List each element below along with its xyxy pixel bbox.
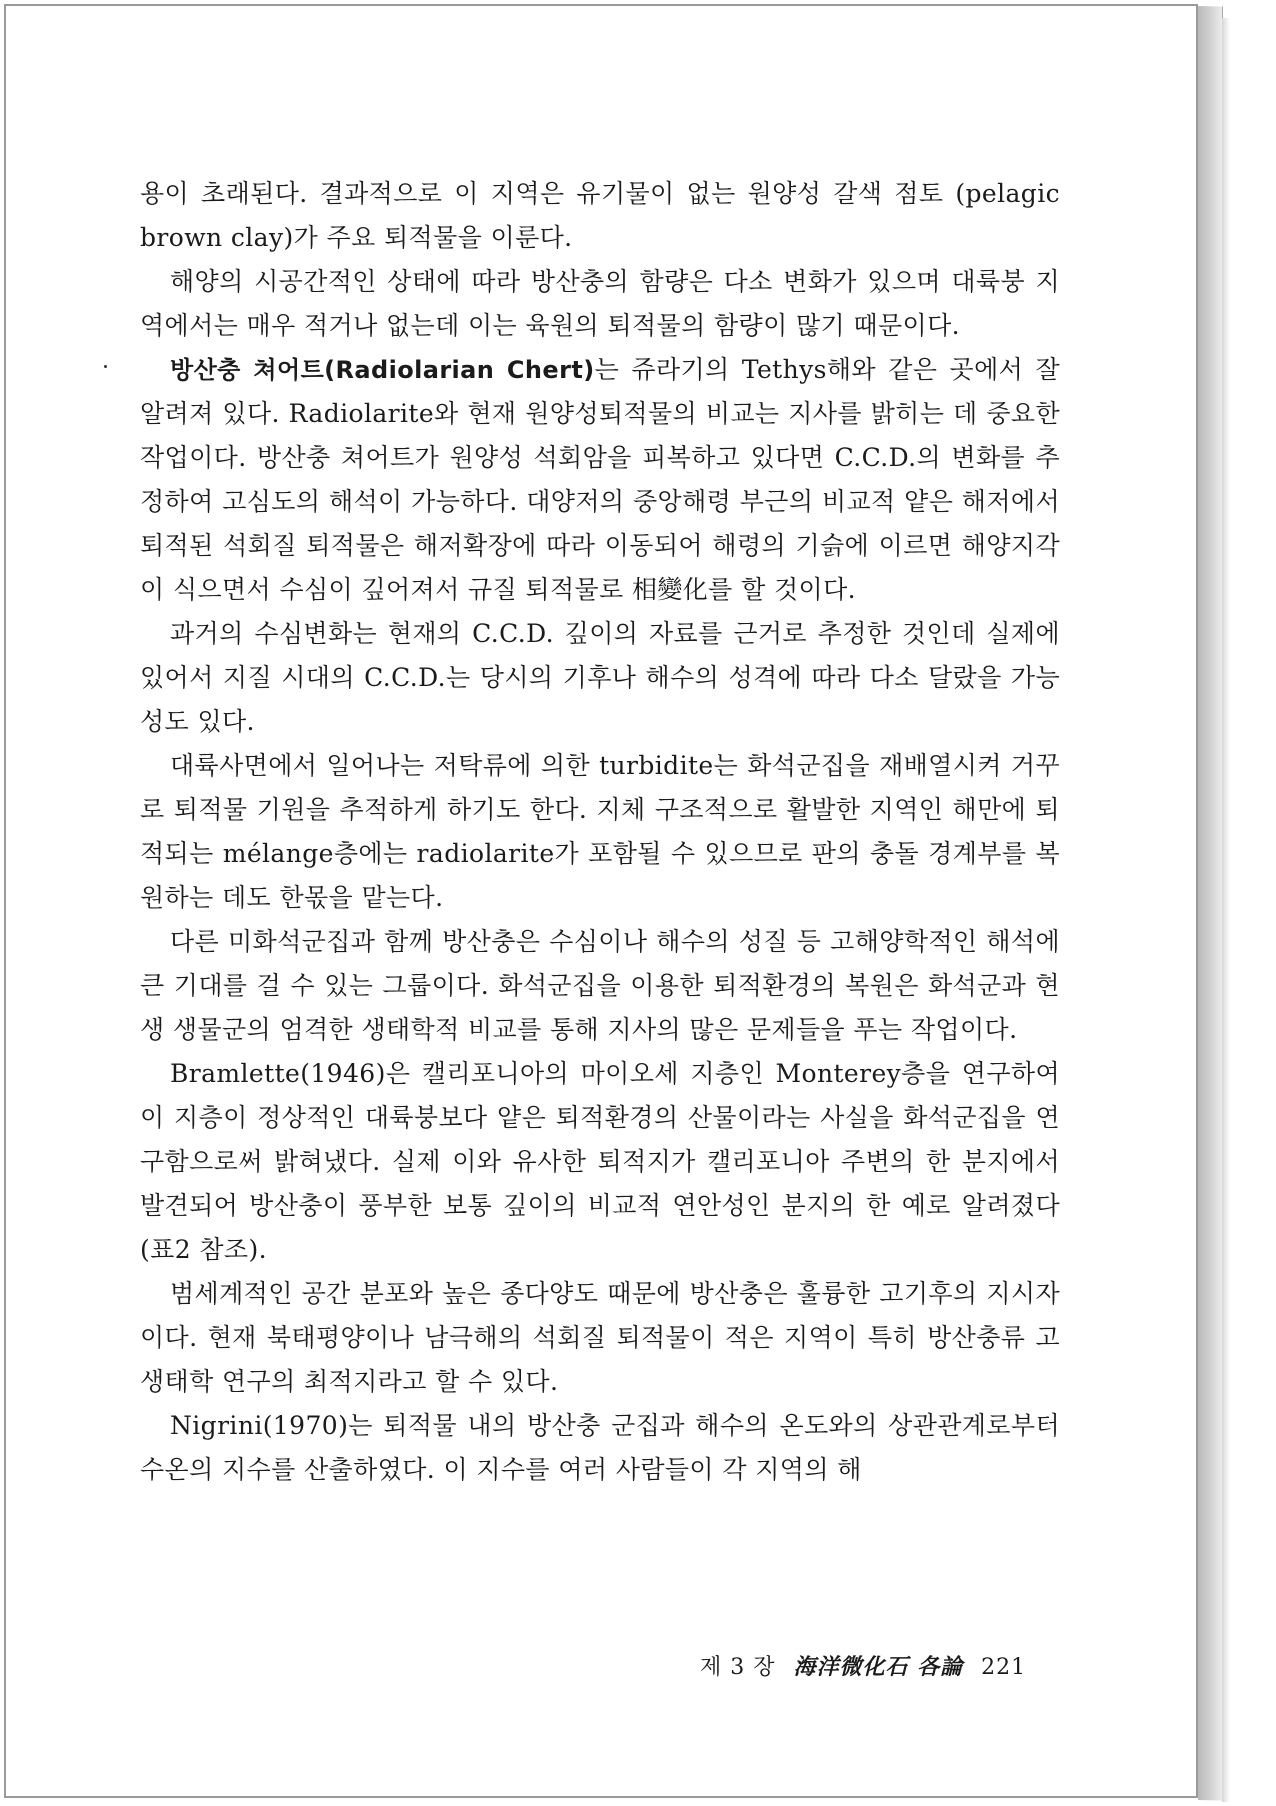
paragraph-9: [140, 1404, 1060, 1492]
page-footer: [700, 1650, 1060, 1681]
paragraph-1: [140, 172, 1060, 260]
page-stack-edge: [1198, 6, 1223, 1801]
paragraph-8: [140, 1272, 1060, 1404]
paragraph-text: 용이 초래된다. 결과적으로 이 지역은 유기물이 없는 원양성 갈색 점토 (pelagic brown clay)가 주요 퇴적물을 이룬다.: [140, 179, 1060, 252]
page-shadow: [1222, 18, 1230, 1802]
page-number: 221: [981, 1655, 1027, 1680]
bold-term: 방산충 쳐어트(Radiolarian Chert): [170, 356, 595, 384]
paragraph-3: [140, 348, 1060, 612]
paragraph-text: 다른 미화석군집과 함께 방산충은 수심이나 해수의 성질 등 고해양학적인 해석에 큰 기대를 걸 수 있는 그룹이다. 화석군집을 이용한 퇴적환경의 복원은 화석군과 현생 생물군의 엄격한 생태학적 비교를 통해 지사의 많은 문제들을 푸는 작업이다.: [140, 927, 1060, 1044]
body-text: [140, 172, 1060, 1492]
paragraph-text: Bramlette(1946)은 캘리포니아의 마이오세 지층인 Monterey층을 연구하여 이 지층이 정상적인 대륙붕보다 얕은 퇴적환경의 산물이라는 사실을 화석군집을 연구함으로써 밝혀냈다. 실제 이와 유사한 퇴적지가 캘리포니아 주변의 한 분지에서 발견되어 방산충이 풍부한 보통 깊이의 비교적 연안성인 분지의 한 예로 알려졌다(표2 참조).: [140, 1059, 1060, 1264]
paragraph-7: [140, 1052, 1060, 1272]
paragraph-text: 해양의 시공간적인 상태에 따라 방산충의 함량은 다소 변화가 있으며 대륙붕 지역에서는 매우 적거나 없는데 이는 육원의 퇴적물의 함량이 많기 때문이다.: [140, 267, 1060, 340]
paragraph-6: [140, 920, 1060, 1052]
paragraph-4: [140, 612, 1060, 744]
paragraph-5: [140, 744, 1060, 920]
paragraph-text: 범세계적인 공간 분포와 높은 종다양도 때문에 방산충은 훌륭한 고기후의 지시자이다. 현재 북태평양이나 남극해의 석회질 퇴적물이 적은 지역이 특히 방산충류 고생태학 연구의 최적지라고 할 수 있다.: [140, 1279, 1060, 1396]
margin-mark: [104, 365, 107, 368]
chapter-title: 海洋微化石 各論: [793, 1654, 964, 1680]
chapter-label: 제 3 장: [700, 1655, 776, 1680]
paragraph-text: 대륙사면에서 일어나는 저탁류에 의한 turbidite는 화석군집을 재배열시켜 거꾸로 퇴적물 기원을 추적하게 하기도 한다. 지체 구조적으로 활발한 지역인 해만에 퇴적되는 mélange층에는 radiolarite가 포함될 수 있으므로 판의 충돌 경계부를 복원하는 데도 한몫을 맡는다.: [140, 751, 1060, 912]
paragraph-text: 는 쥬라기의 Tethys해와 같은 곳에서 잘 알려져 있다. Radiolarite와 현재 원양성퇴적물의 비교는 지사를 밝히는 데 중요한 작업이다. 방산충 쳐어트가 원양성 석회암을 피복하고 있다면 C.C.D.의 변화를 추정하여 고심도의 해석이 가능하다. 대양저의 중앙해령 부근의 비교적 얕은 해저에서 퇴적된 석회질 퇴적물은 해저확장에 따라 이동되어 해령의 기슭에 이르면 해양지각이 식으면서 수심이 깊어져서 규질 퇴적물로 相變化를 할 것이다.: [140, 355, 1060, 604]
paragraph-text: Nigrini(1970)는 퇴적물 내의 방산충 군집과 해수의 온도와의 상관관계로부터 수온의 지수를 산출하였다. 이 지수를 여러 사람들이 각 지역의 해: [140, 1411, 1060, 1484]
paragraph-text: 과거의 수심변화는 현재의 C.C.D. 깊이의 자료를 근거로 추정한 것인데 실제에 있어서 지질 시대의 C.C.D.는 당시의 기후나 해수의 성격에 따라 다소 달랐을 가능성도 있다.: [140, 619, 1060, 736]
paragraph-2: [140, 260, 1060, 348]
